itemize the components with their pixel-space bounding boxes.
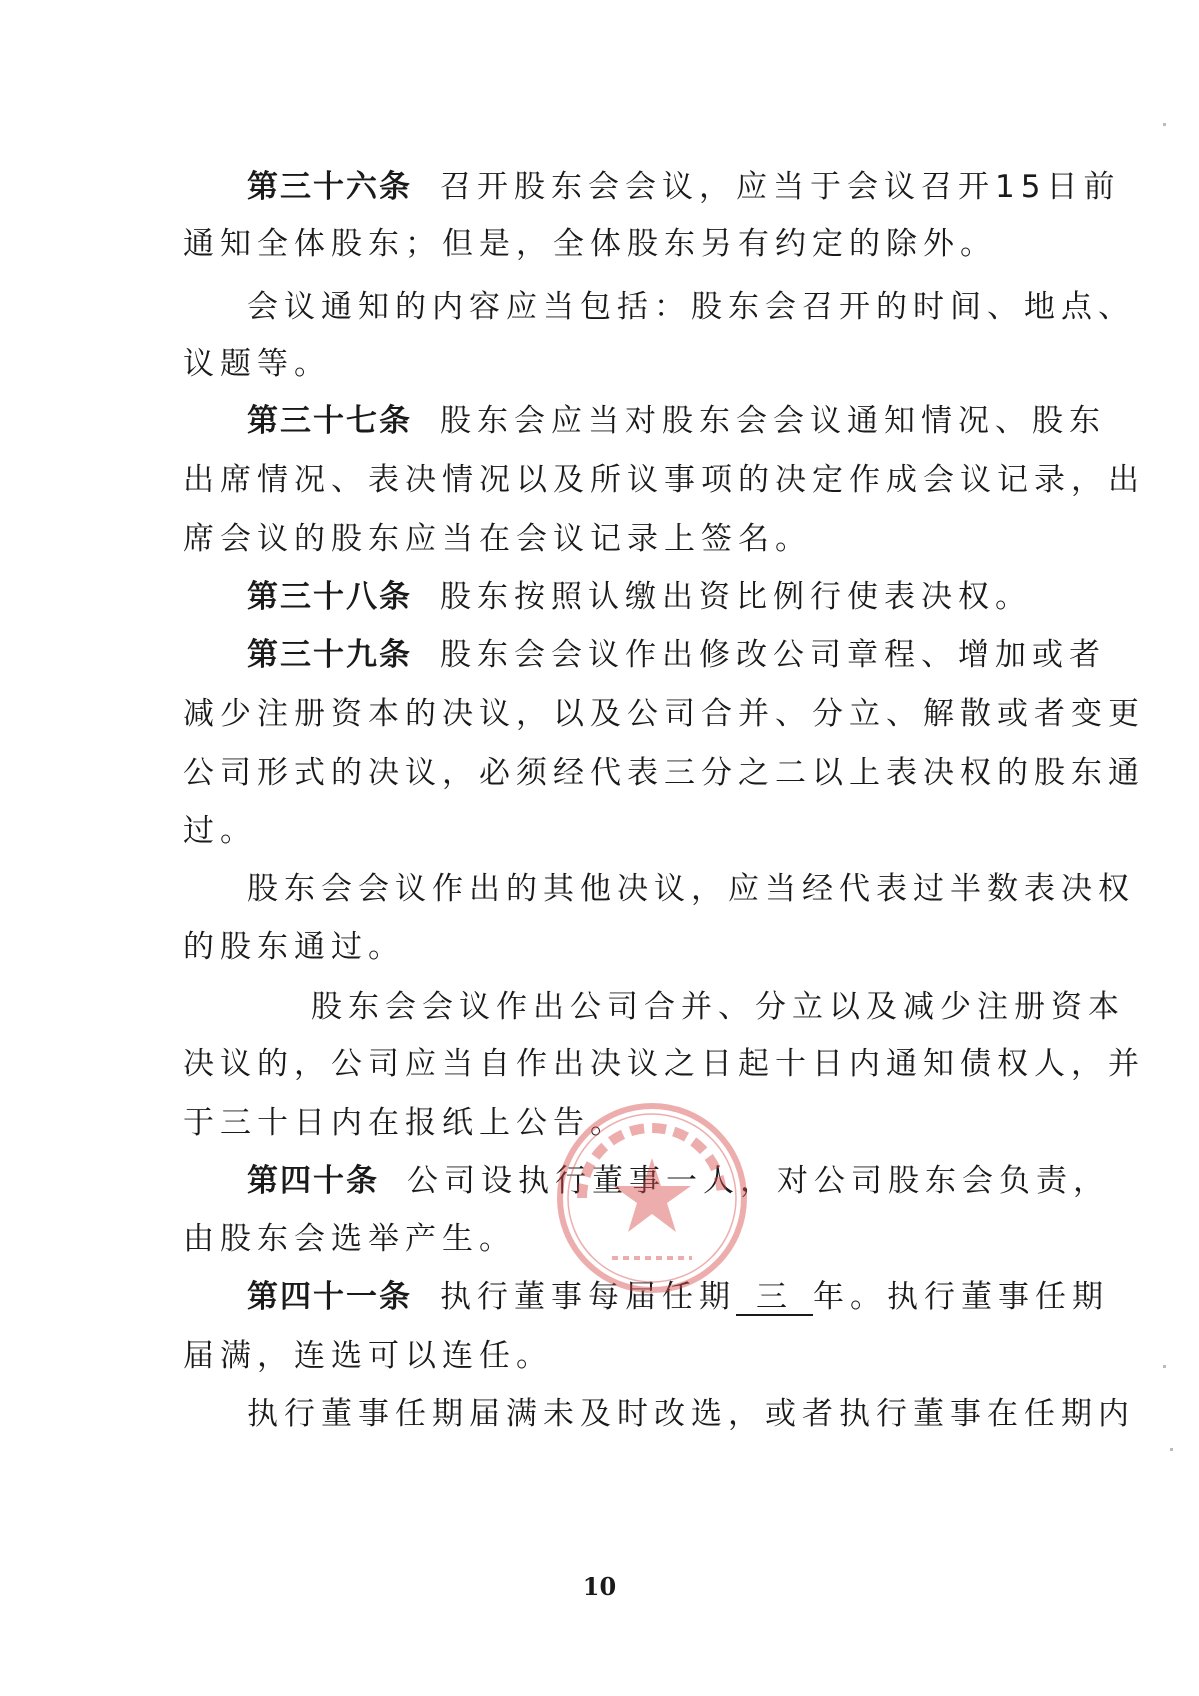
article-37-text: 股东会应当对股东会会议通知情况、股东 <box>440 403 1106 439</box>
article-37-heading: 第三十七条 <box>247 403 412 439</box>
article-36-heading: 第三十六条 <box>247 169 412 205</box>
article-40-text: 公司设执行董事一人，对公司股东会负责， <box>407 1163 1110 1199</box>
article-39-p2-line-1: 股东会会议作出的其他决议，应当经代表过半数表决权 <box>247 871 1135 907</box>
article-41-term-value: 三 <box>736 1280 813 1316</box>
article-39-p3-line-3: 于三十日内在报纸上公告。 <box>183 1105 627 1141</box>
article-41-line-2: 届满，连选可以连任。 <box>183 1338 553 1374</box>
article-37-line-1 <box>247 401 1106 441</box>
article-37-line-2: 出席情况、表决情况以及所议事项的决定作成会议记录，出 <box>183 462 1145 498</box>
article-38-heading: 第三十八条 <box>247 579 412 615</box>
article-40-heading: 第四十条 <box>247 1163 379 1199</box>
article-41-heading: 第四十一条 <box>247 1279 412 1315</box>
article-39-line-1 <box>247 635 1106 675</box>
article-39-line-3: 公司形式的决议，必须经代表三分之二以上表决权的股东通 <box>183 755 1145 791</box>
article-39-p3-line-1: 股东会会议作出公司合并、分立以及减少注册资本 <box>311 989 1125 1025</box>
article-40-line-2: 由股东会选举产生。 <box>183 1221 516 1257</box>
article-39-text: 股东会会议作出修改公司章程、增加或者 <box>440 637 1106 673</box>
article-41-text-post: 年。执行董事任期 <box>813 1279 1109 1315</box>
article-39-p3-line-2: 决议的，公司应当自作出决议之日起十日内通知债权人，并 <box>183 1046 1145 1082</box>
article-36-p2-line-2: 议题等。 <box>183 346 331 382</box>
article-36-text: 召开股东会会议，应当于会议召开15日前 <box>440 169 1121 205</box>
article-38-text: 股东按照认缴出资比例行使表决权。 <box>440 579 1032 615</box>
article-36-p2-line-1: 会议通知的内容应当包括：股东会召开的时间、地点、 <box>247 289 1135 325</box>
scan-mark <box>1163 1365 1166 1368</box>
article-39-line-4: 过。 <box>183 813 257 849</box>
article-36-line-1 <box>247 167 1120 207</box>
article-38-line-1 <box>247 577 1032 617</box>
article-36-line-2: 通知全体股东；但是，全体股东另有约定的除外。 <box>183 226 997 262</box>
scan-mark <box>1163 123 1166 126</box>
article-39-heading: 第三十九条 <box>247 637 412 673</box>
article-41-p2-line-1: 执行董事任期届满未及时改选，或者执行董事在任期内 <box>247 1396 1135 1432</box>
article-41-line-1 <box>247 1277 1109 1317</box>
article-39-line-2: 减少注册资本的决议，以及公司合并、分立、解散或者变更 <box>183 696 1145 732</box>
article-40-line-1 <box>247 1161 1110 1201</box>
scan-mark <box>1170 1448 1173 1451</box>
article-41-text-pre: 执行董事每届任期 <box>440 1279 736 1315</box>
article-39-p2-line-2: 的股东通过。 <box>183 929 405 965</box>
page-number: 10 <box>582 1572 617 1601</box>
article-37-line-3: 席会议的股东应当在会议记录上签名。 <box>183 521 812 557</box>
